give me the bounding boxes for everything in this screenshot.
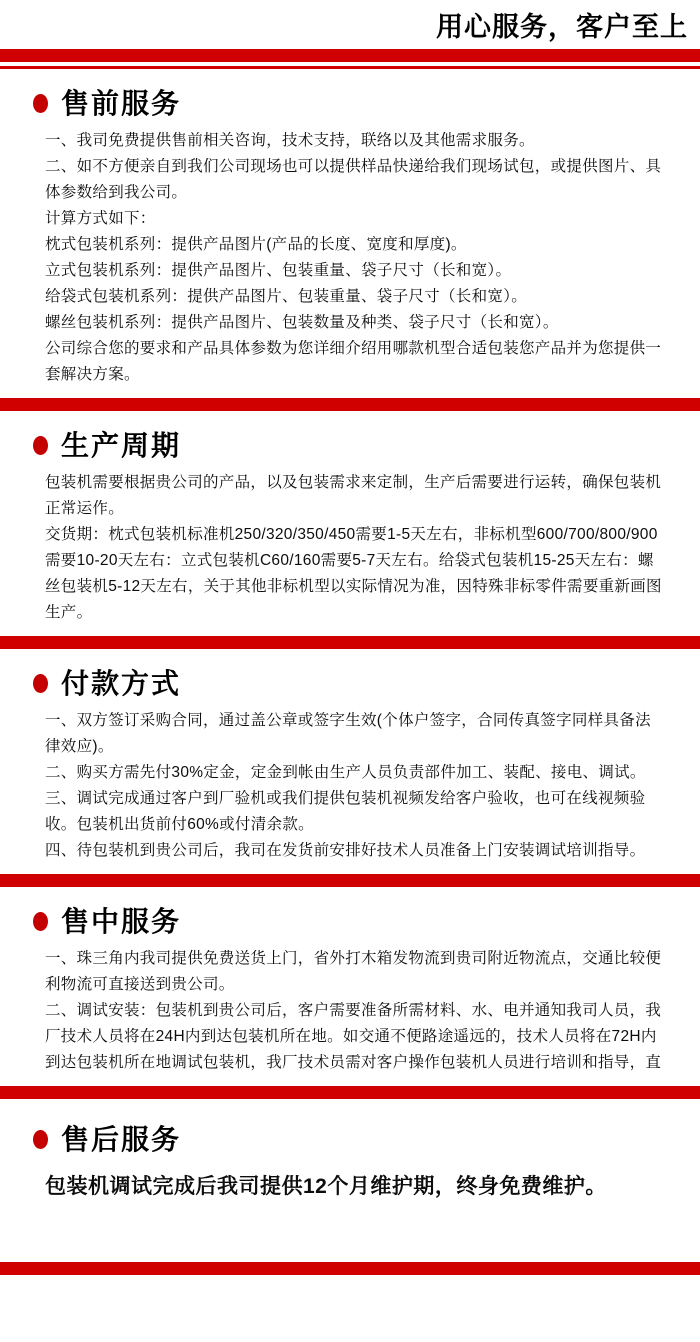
paragraph: 公司综合您的要求和产品具体参数为您详细介绍用哪款机型合适包装您产品并为您提供一套解决方案。 xyxy=(45,340,662,383)
service-section xyxy=(0,411,700,636)
paragraph: 二、购买方需先付30%定金，定金到帐由生产人员负责部件加工、装配、接电、调试。 xyxy=(45,764,646,781)
bullet-icon xyxy=(33,912,48,931)
paragraph: 二、如不方便亲自到我们公司现场也可以提供样品快递给我们现场试包，或提供图片、具体参数给到我公司。 xyxy=(45,158,662,201)
paragraph: 一、我司免费提供售前相关咨询，技术支持，联络以及其他需求服务。 xyxy=(45,132,535,149)
section-divider xyxy=(0,874,700,887)
section-body xyxy=(45,128,664,388)
paragraph: 包装机调试完成后我司提供12个月维护期，终身免费维护。 xyxy=(45,1175,607,1198)
section-title: 生产周期 xyxy=(61,430,182,461)
service-section xyxy=(0,69,700,398)
section-body xyxy=(45,470,664,626)
page-slogan: 用心服务，客户至上 xyxy=(436,12,688,42)
page-header xyxy=(0,0,700,69)
section-title: 付款方式 xyxy=(61,668,182,699)
section-header xyxy=(33,1123,664,1156)
paragraph: 四、待包装机到贵公司后，我司在发货前安排好技术人员准备上门安装调试培训指导。 xyxy=(45,842,646,859)
section-divider xyxy=(0,1086,700,1099)
section-title: 售前服务 xyxy=(61,88,182,119)
paragraph: 交货期：枕式包装机标准机250/320/350/450需要1-5天左右，非标机型600/700/800/900需要10-20天左右：立式包装机C60/160需要5-7天左右。给袋式包装机15-25天左右：螺丝包装机5-12天左右，关于其他非标机型以实际情况为准，因特殊非标零件需要重新画图生产。 xyxy=(45,526,662,621)
paragraph: 二、调试安装：包装机到贵公司后，客户需要准备所需材料、水、电并通知我司人员，我厂技术人员将在24H内到达包装机所在地。如交通不便路途遥远的，技术人员将在72H内到达包装机所在地调试包装机，我厂技术员需对客户操作包装机人员进行培训和指导，直 xyxy=(45,1002,662,1071)
paragraph: 计算方式如下： xyxy=(45,210,156,227)
section-header xyxy=(33,429,664,462)
service-section xyxy=(0,649,700,874)
section-divider xyxy=(0,398,700,411)
bullet-icon xyxy=(33,674,48,693)
service-sections xyxy=(0,69,700,1275)
service-section xyxy=(0,1099,700,1262)
section-body xyxy=(45,946,664,1076)
paragraph: 给袋式包装机系列：提供产品图片、包装重量、袋子尺寸（长和宽）。 xyxy=(45,288,528,305)
section-title: 售中服务 xyxy=(61,906,182,937)
section-body xyxy=(45,708,664,864)
paragraph: 立式包装机系列：提供产品图片、包装重量、袋子尺寸（长和宽）。 xyxy=(45,262,512,279)
paragraph: 一、双方签订采购合同，通过盖公章或签字生效(个体户签字，合同传真签字同样具备法律效应)。 xyxy=(45,712,651,755)
service-section xyxy=(0,887,700,1086)
paragraph: 三、调试完成通过客户到厂验机或我们提供包装机视频发给客户验收，也可在线视频验收。包装机出货前付60%或付清余款。 xyxy=(45,790,646,833)
section-body xyxy=(45,1172,664,1202)
header-divider-thick xyxy=(0,49,700,62)
section-header xyxy=(33,667,664,700)
section-header xyxy=(33,905,664,938)
section-title: 售后服务 xyxy=(61,1124,182,1155)
section-header xyxy=(33,87,664,120)
bullet-icon xyxy=(33,94,48,113)
section-divider xyxy=(0,636,700,649)
bullet-icon xyxy=(33,436,48,455)
paragraph: 螺丝包装机系列：提供产品图片、包装数量及种类、袋子尺寸（长和宽）。 xyxy=(45,314,559,331)
paragraph: 枕式包装机系列：提供产品图片(产品的长度、宽度和厚度)。 xyxy=(45,236,467,253)
paragraph: 包装机需要根据贵公司的产品，以及包装需求来定制，生产后需要进行运转，确保包装机正常运作。 xyxy=(45,474,662,517)
paragraph: 一、珠三角内我司提供免费送货上门，省外打木箱发物流到贵司附近物流点，交通比较便利物流可直接送到贵公司。 xyxy=(45,950,662,993)
section-divider xyxy=(0,1262,700,1275)
bullet-icon xyxy=(33,1130,48,1149)
